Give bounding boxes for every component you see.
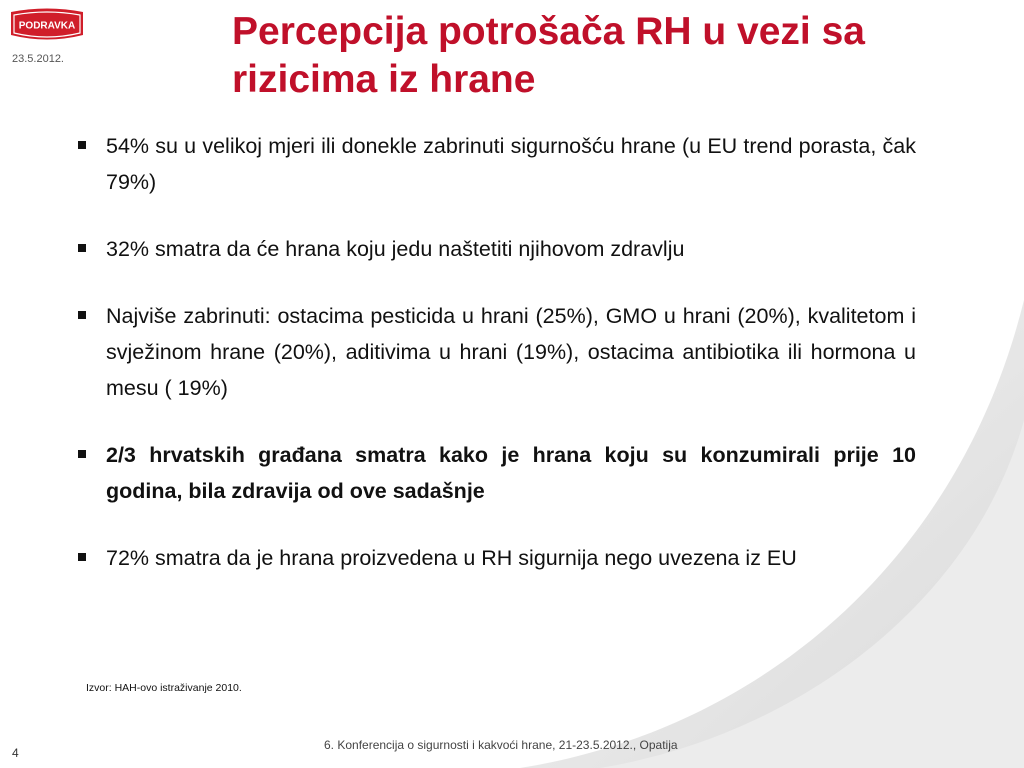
- bullet-item: [78, 128, 916, 200]
- source-note: Izvor: HAH-ovo istraživanje 2010.: [86, 682, 242, 694]
- bullet-text: 32% smatra da će hrana koju jedu naštetiti njihovom zdravlju: [106, 237, 685, 261]
- bullet-item: [78, 298, 916, 406]
- bullet-text: 2/3 hrvatskih građana smatra kako je hrana koju su konzumirali prije 10 godina, bila zdravija od ove sadašnje: [106, 443, 916, 503]
- bullet-text: Najviše zabrinuti: ostacima pesticida u hrani (25%), GMO u hrani (20%), kvalitetom i svježinom hrane (20%), aditivima u hrani (19%), ostacima antibiotika ili hormona u mesu ( 19%): [106, 304, 916, 400]
- podravka-logo: [8, 8, 86, 44]
- bullet-text: 72% smatra da je hrana proizvedena u RH sigurnija nego uvezena iz EU: [106, 546, 797, 570]
- bullet-square-icon: [78, 311, 86, 319]
- title-line-1: Percepcija potrošača RH u vezi sa: [232, 10, 865, 53]
- bullet-square-icon: [78, 450, 86, 458]
- bullet-square-icon: [78, 141, 86, 149]
- bullet-item: [78, 231, 916, 267]
- title-line-2: rizicima iz hrane: [232, 58, 536, 101]
- logo-text: PODRAVKA: [18, 20, 76, 32]
- bullet-list: [78, 128, 916, 607]
- bullet-square-icon: [78, 244, 86, 252]
- bullet-text: 54% su u velikoj mjeri ili donekle zabrinuti sigurnošću hrane (u EU trend porasta, čak 79%): [106, 134, 916, 194]
- bullet-square-icon: [78, 553, 86, 561]
- page-number: 4: [12, 746, 19, 760]
- bullet-item-highlighted: [78, 437, 916, 509]
- bullet-item: [78, 540, 916, 576]
- slide-title: [232, 8, 992, 104]
- slide-date: 23.5.2012.: [12, 53, 64, 65]
- footer-conference: 6. Konferencija o sigurnosti i kakvoći hrane, 21-23.5.2012., Opatija: [324, 738, 678, 752]
